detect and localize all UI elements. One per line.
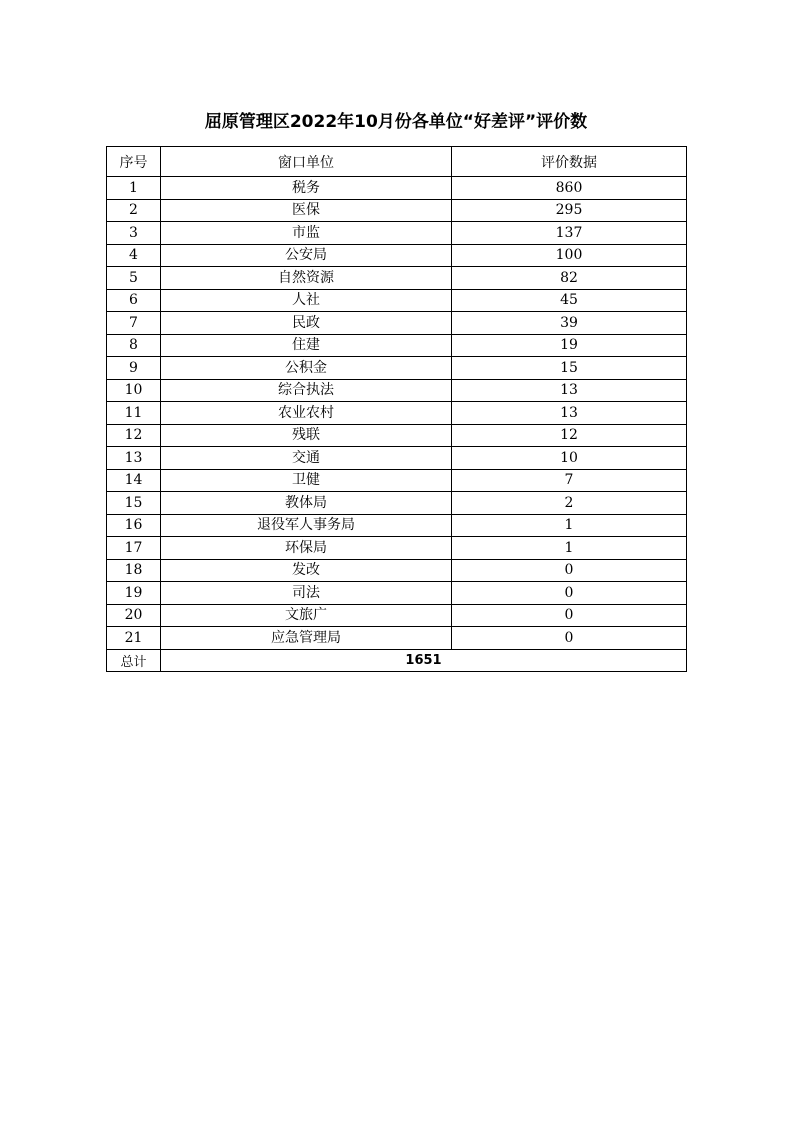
row-count: 1 <box>452 537 687 560</box>
row-count: 100 <box>452 244 687 267</box>
row-unit: 医保 <box>161 199 452 222</box>
table-row <box>107 289 687 312</box>
row-unit: 农业农村 <box>161 402 452 425</box>
row-unit: 人社 <box>161 289 452 312</box>
row-index: 21 <box>107 627 161 650</box>
row-count: 860 <box>452 177 687 200</box>
table-row <box>107 469 687 492</box>
row-count: 7 <box>452 469 687 492</box>
row-index: 7 <box>107 312 161 335</box>
table-row <box>107 514 687 537</box>
row-unit: 卫健 <box>161 469 452 492</box>
row-unit: 综合执法 <box>161 379 452 402</box>
row-count: 39 <box>452 312 687 335</box>
total-value: 1651 <box>161 649 687 671</box>
row-index: 8 <box>107 334 161 357</box>
row-unit: 文旅广 <box>161 604 452 627</box>
row-index: 3 <box>107 222 161 245</box>
table-row <box>107 537 687 560</box>
row-index: 12 <box>107 424 161 447</box>
row-count: 0 <box>452 582 687 605</box>
table-row <box>107 492 687 515</box>
row-index: 9 <box>107 357 161 380</box>
row-unit: 退役军人事务局 <box>161 514 452 537</box>
table-row <box>107 582 687 605</box>
row-count: 0 <box>452 604 687 627</box>
row-index: 10 <box>107 379 161 402</box>
row-unit: 教体局 <box>161 492 452 515</box>
row-index: 17 <box>107 537 161 560</box>
table-row <box>107 447 687 470</box>
table-row <box>107 222 687 245</box>
row-unit: 残联 <box>161 424 452 447</box>
row-unit: 公安局 <box>161 244 452 267</box>
row-unit: 司法 <box>161 582 452 605</box>
row-unit: 应急管理局 <box>161 627 452 650</box>
header-count: 评价数据 <box>452 147 687 177</box>
row-unit: 交通 <box>161 447 452 470</box>
row-count: 19 <box>452 334 687 357</box>
table-row <box>107 357 687 380</box>
row-index: 1 <box>107 177 161 200</box>
row-count: 0 <box>452 559 687 582</box>
table-row <box>107 267 687 290</box>
row-index: 16 <box>107 514 161 537</box>
row-unit: 税务 <box>161 177 452 200</box>
table-row <box>107 177 687 200</box>
table-row <box>107 627 687 650</box>
page-title: 屈原管理区2022年10月份各单位“好差评”评价数 <box>204 112 588 132</box>
row-index: 6 <box>107 289 161 312</box>
row-index: 19 <box>107 582 161 605</box>
row-count: 15 <box>452 357 687 380</box>
row-count: 10 <box>452 447 687 470</box>
total-label: 总计 <box>107 649 161 671</box>
row-unit: 市监 <box>161 222 452 245</box>
row-count: 295 <box>452 199 687 222</box>
table-row <box>107 604 687 627</box>
total-row <box>107 649 687 671</box>
row-count: 137 <box>452 222 687 245</box>
row-index: 5 <box>107 267 161 290</box>
header-index: 序号 <box>107 147 161 177</box>
row-count: 2 <box>452 492 687 515</box>
row-count: 13 <box>452 379 687 402</box>
row-unit: 环保局 <box>161 537 452 560</box>
row-index: 15 <box>107 492 161 515</box>
row-count: 13 <box>452 402 687 425</box>
row-unit: 公积金 <box>161 357 452 380</box>
table-row <box>107 559 687 582</box>
row-count: 82 <box>452 267 687 290</box>
table-header-row <box>107 147 687 177</box>
row-unit: 自然资源 <box>161 267 452 290</box>
header-unit: 窗口单位 <box>161 147 452 177</box>
row-index: 14 <box>107 469 161 492</box>
row-unit: 住建 <box>161 334 452 357</box>
row-count: 0 <box>452 627 687 650</box>
evaluation-table <box>106 146 687 672</box>
table-row <box>107 379 687 402</box>
row-count: 1 <box>452 514 687 537</box>
row-unit: 民政 <box>161 312 452 335</box>
table-row <box>107 199 687 222</box>
row-index: 20 <box>107 604 161 627</box>
row-index: 18 <box>107 559 161 582</box>
table-body <box>107 177 687 650</box>
row-count: 45 <box>452 289 687 312</box>
row-count: 12 <box>452 424 687 447</box>
row-index: 4 <box>107 244 161 267</box>
table-row <box>107 334 687 357</box>
table-row <box>107 424 687 447</box>
row-index: 2 <box>107 199 161 222</box>
row-index: 11 <box>107 402 161 425</box>
table-row <box>107 402 687 425</box>
row-index: 13 <box>107 447 161 470</box>
table-row <box>107 244 687 267</box>
row-unit: 发改 <box>161 559 452 582</box>
table-row <box>107 312 687 335</box>
